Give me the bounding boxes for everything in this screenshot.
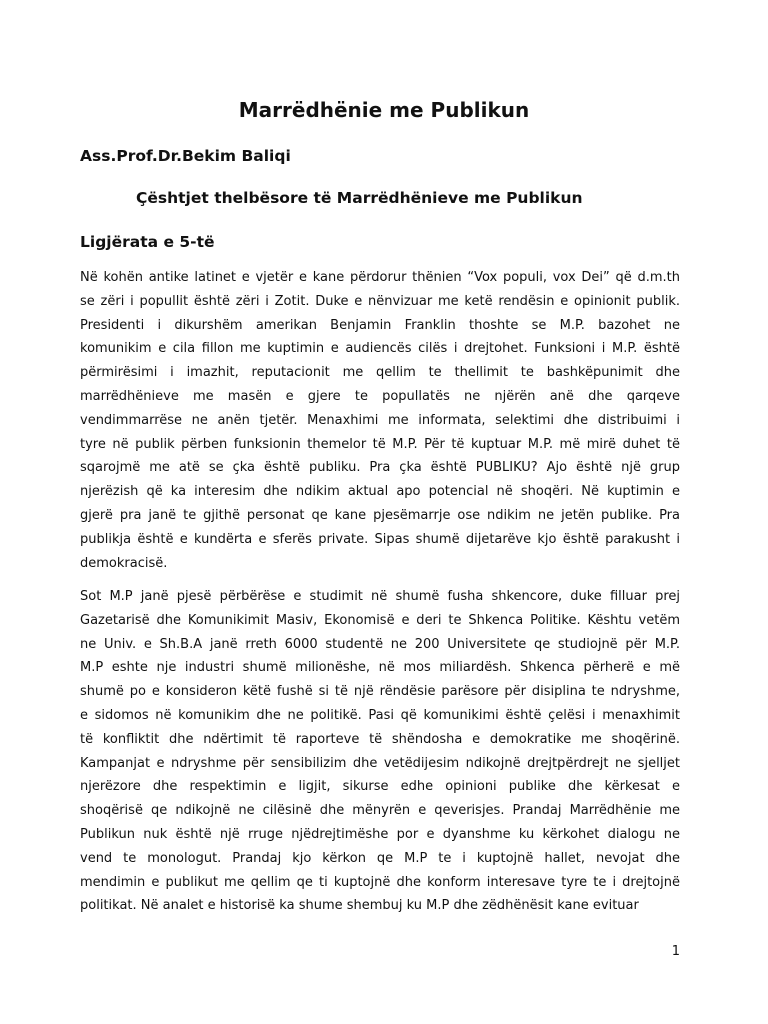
paragraph-line: njerëzish që ka interesim dhe ndikim aktual apo potencial në shoqëri. Në kuptimin e (80, 484, 680, 500)
lecture-heading: Ligjërata e 5-të (80, 233, 215, 251)
paragraph-line: Presidenti i dikurshëm amerikan Benjamin Franklin thoshte se M.P. bazohet ne (80, 317, 680, 333)
paragraph-line: vendimmarrëse ne anën tjetër. Menaxhimi me informata, selektimi dhe distribuimi i (80, 412, 680, 428)
paragraph-line: vend te monologut. Prandaj kjo kërkon qe M.P te i kuptojnë hallet, nevojat dhe (80, 850, 680, 866)
paragraph-line: se zëri i popullit është zëri i Zotit. Duke e nënvizuar me ketë rendësin e opinionit publik. (80, 293, 680, 309)
paragraph-line: sqarojmë me atë se çka është publiku. Pra çka është PUBLIKU? Ajo është një grup (80, 460, 680, 476)
paragraph-line: publikja është e kundërta e sferës private. Sipas shumë dijetarëve kjo është parakusht i (80, 531, 680, 547)
paragraph-line: përmirësimi i imazhit, reputacionit me qellim te thellimit te bashkëpunimit dhe (80, 365, 680, 381)
paragraph-line: Sot M.P janë pjesë përbërëse e studimit në shumë fusha shkencore, duke filluar prej (80, 589, 680, 604)
paragraph-line: marrëdhënieve me masën e gjere te popullatës ne njërën anë dhe qarqeve (80, 388, 680, 404)
document-title: Marrëdhënie me Publikun (238, 98, 530, 122)
paragraph-line: e sidomos në komunikim dhe ne politikë. Pasi që komunikimi është çelësi i menaxhimit (80, 707, 680, 723)
paragraph-line: M.P eshte nje industri shumë milionëshe, në mos miliardësh. Shkenca përherë e më (80, 660, 680, 676)
paragraph-line: shoqërisë qe ndikojnë ne cilësinë dhe mënyrën e qeverisjes. Prandaj Marrëdhënie me (80, 803, 680, 819)
paragraph-line: Publikun nuk është një rruge njëdrejtimëshe por e dyanshme ku kërkohet dialogu ne (80, 826, 680, 842)
author-line: Ass.Prof.Dr.Bekim Baliqi (80, 147, 291, 165)
paragraph-line: shumë po e konsideron këtë fushë si të një rëndësie parësore për disiplina te ndryshme, (80, 684, 680, 700)
paragraph-line: të konfliktit dhe ndërtimit të raporteve të shëndosha e demokratike me shoqërinë. (80, 731, 680, 747)
paragraph-line: Në kohën antike latinet e vjetër e kane përdorur thënien “Vox populi, vox Dei” që d.m.th (80, 270, 680, 285)
paragraph-line: Gazetarisë dhe Komunikimit Masiv, Ekonomisë e deri te Shkenca Politike. Kështu vetëm (80, 612, 680, 628)
paragraph-line: Kampanjat e ndryshme për sensibilizim dhe vetëdijesim ndikojnë drejtpërdrejt ne sjelljet (80, 755, 680, 771)
paragraph-line: demokracisë. (80, 555, 168, 571)
paragraph-line: politikat. Në analet e historisë ka shume shembuj ku M.P dhe zëdhënësit kane evituar (80, 898, 639, 914)
paragraph-1 (80, 266, 680, 575)
paragraph-line: tyre në publik përben funksionin themelor të M.P. Për të kuptuar M.P. më mirë duhet të (80, 436, 680, 452)
paragraph-line: mendimin e publikut me qellim qe ti kuptojnë dhe konform interesave tyre te i drejtojnë (80, 874, 680, 890)
paragraph-line: gjerë pra janë te gjithë personat qe kane pjesëmarrje ose ndikim ne jetën publike. Pra (80, 507, 680, 523)
section-subtitle: Çështjet thelbësore të Marrëdhënieve me Publikun (136, 189, 583, 207)
page-number: 1 (671, 944, 680, 959)
paragraph-line: njerëzore dhe respektimin e ligjit, sikurse edhe opinioni publike dhe kërkesat e (80, 779, 680, 795)
paragraph-2 (80, 585, 680, 918)
paragraph-line: komunikim e cila fillon me kuptimin e audiencës cilës i drejtohet. Funksioni i M.P. është (80, 341, 680, 357)
paragraph-line: ne Univ. e Sh.B.A janë rreth 6000 studentë ne 200 Universitete qe studiojnë për M.P. (80, 636, 680, 652)
